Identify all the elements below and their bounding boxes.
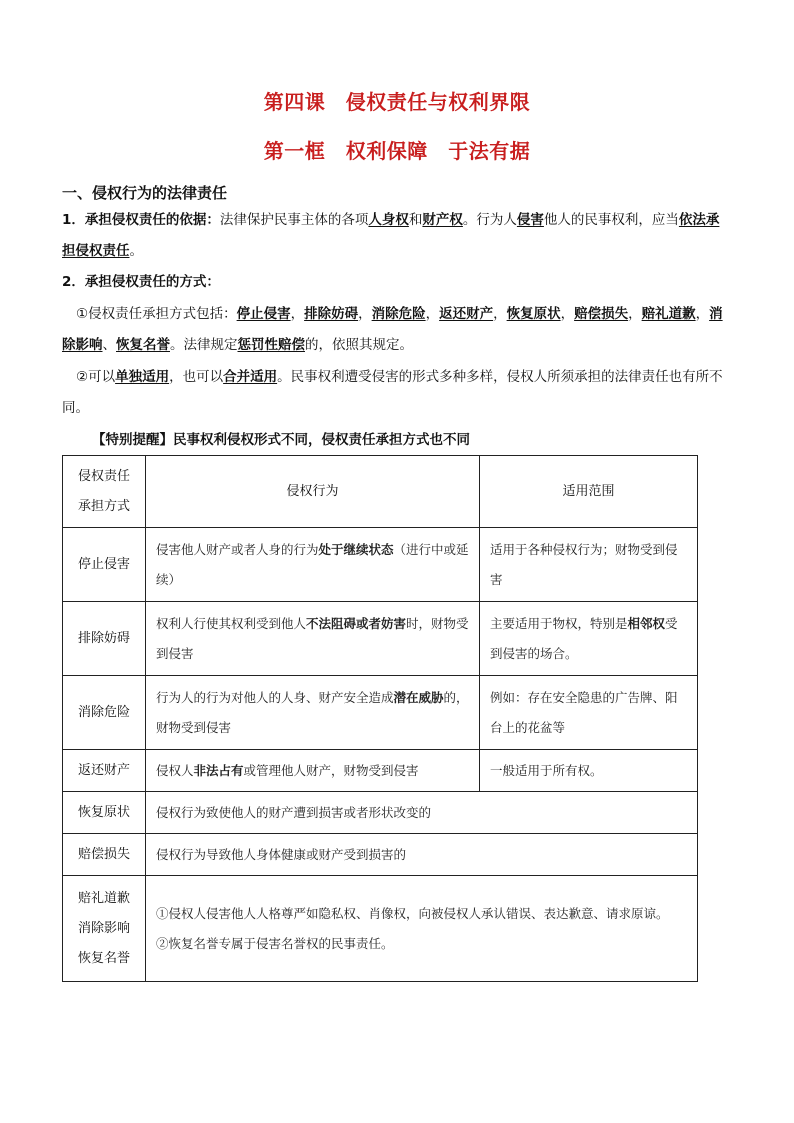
mode-cell: 停止侵害: [63, 528, 146, 602]
mode-line: 消除影响: [77, 920, 130, 936]
frame-title: 第一框 权利保障 于法有据: [263, 139, 531, 163]
paragraph-application: [62, 362, 727, 424]
key-term: 惩罚性赔偿: [237, 337, 305, 353]
act-text: 权利人行使其权利受到他人: [156, 615, 307, 631]
special-reminder: 【特别提醒】民事权利侵权形式不同，侵权责任承担方式也不同: [92, 432, 470, 448]
key-term: 消除危险: [371, 306, 426, 322]
key-term: 合并适用: [223, 369, 278, 385]
key-term: 恢复原状: [506, 306, 561, 322]
paragraph-methods: [62, 299, 727, 361]
text: ，: [695, 306, 710, 322]
key-term: 单独适用: [115, 369, 170, 385]
act-cell: 侵权行为致使他人的财产遭到损害或者形状改变的: [146, 792, 698, 834]
scope-cell: 例如：存在安全隐患的广告牌、阳台上的花盆等: [480, 676, 698, 750]
table-row: [63, 676, 698, 750]
key-term: 停止侵害: [236, 306, 291, 322]
text: 。民事权利遭受侵害的形式多种多样，侵权人所须承担的法律责任也有所不同。: [62, 369, 723, 416]
table-header-row: [63, 456, 698, 528]
table-row: [63, 750, 698, 792]
header-mode-line: 侵权责任: [77, 468, 130, 484]
act-emphasis: 不法阻碍或者妨害: [306, 615, 407, 631]
scope-cell: 适用于各种侵权行为；财物受到侵害: [480, 528, 698, 602]
act-emphasis: 处于继续状态: [318, 541, 394, 557]
act-cell: [146, 676, 480, 750]
mode-cell: 返还财产: [63, 750, 146, 792]
mode-cell: 恢复原状: [63, 792, 146, 834]
text: ，: [290, 306, 305, 322]
act-text: 时，财物受到侵害: [156, 615, 469, 661]
paragraph-methods-label: 2．承担侵权责任的方式：: [62, 274, 220, 290]
key-term: 返还财产: [439, 306, 494, 322]
text: ②可以: [76, 369, 116, 385]
act-line: ②恢复名誉专属于侵害名誉权的民事责任。: [156, 935, 394, 951]
text: ，: [358, 306, 372, 322]
mode-line: 恢复名誉: [77, 950, 130, 966]
act-text: 或管理他人财产，财物受到侵害: [243, 762, 419, 778]
key-term: 消除影响: [62, 306, 723, 353]
key-term: 排除妨碍: [304, 306, 359, 322]
text: 。行为人: [462, 212, 517, 228]
tort-liability-table: [62, 455, 698, 982]
table-row: [63, 792, 698, 834]
scope-text: 受到侵害的场合。: [490, 615, 678, 661]
header-act: 侵权行为: [146, 456, 480, 528]
key-term: 依法承担侵权责任: [62, 212, 720, 259]
key-term: 恢复名誉: [116, 337, 170, 353]
text: ，也可以: [169, 369, 224, 385]
act-emphasis: 非法占有: [193, 762, 244, 778]
scope-emphasis: 相邻权: [627, 615, 666, 631]
section-heading: 一、侵权行为的法律责任: [62, 184, 228, 202]
text: ，: [628, 306, 642, 322]
key-term: 赔偿损失: [574, 306, 629, 322]
act-text: 的，财物受到侵害: [156, 689, 469, 735]
act-line: ①侵权人侵害他人人格尊严如隐私权、肖像权，向被侵权人承认错误、表达歉意、请求原谅。: [156, 905, 669, 921]
act-text: （进行中或延续）: [156, 541, 469, 587]
paragraph-basis: [62, 205, 727, 267]
text: 他人的民事权利，应当: [543, 212, 679, 228]
scope-cell: 一般适用于所有权。: [480, 750, 698, 792]
table-row: [63, 528, 698, 602]
lesson-title: 第四课 侵权责任与权利界限: [263, 90, 531, 114]
act-cell: [146, 876, 698, 982]
text: ，: [560, 306, 575, 322]
key-term: 人身权: [368, 212, 409, 228]
mode-cell: [63, 876, 146, 982]
text: ①侵权责任承担方式包括：: [76, 306, 237, 322]
mode-line: 赔礼道歉: [77, 890, 130, 906]
act-text: 侵权人: [156, 762, 194, 778]
text: 。法律规定: [170, 337, 238, 353]
mode-cell: 排除妨碍: [63, 602, 146, 676]
text: 。: [129, 243, 143, 259]
table-row: [63, 834, 698, 876]
scope-text: 主要适用于物权，特别是: [490, 615, 628, 631]
key-term: 侵害: [516, 212, 544, 228]
text: 和: [408, 212, 423, 228]
basis-label: 1．承担侵权责任的依据：: [62, 212, 220, 228]
act-text: 侵害他人财产或者人身的行为: [156, 541, 319, 557]
mode-cell: 消除危险: [63, 676, 146, 750]
key-term: 财产权: [422, 212, 463, 228]
header-mode: [63, 456, 146, 528]
table-row: [63, 602, 698, 676]
text: ，: [425, 306, 440, 322]
table-row: [63, 876, 698, 982]
act-cell: 侵权行为导致他人身体健康或财产受到损害的: [146, 834, 698, 876]
act-cell: [146, 528, 480, 602]
text: ，: [493, 306, 507, 322]
mode-cell: 赔偿损失: [63, 834, 146, 876]
text: 的，依照其规定。: [305, 337, 413, 353]
header-mode-line: 承担方式: [77, 498, 130, 514]
text: 法律保护民事主体的各项: [219, 212, 369, 228]
header-scope: 适用范围: [480, 456, 698, 528]
act-cell: [146, 750, 480, 792]
scope-cell: [480, 602, 698, 676]
act-cell: [146, 602, 480, 676]
key-term: 赔礼道歉: [641, 306, 696, 322]
act-emphasis: 潜在威胁: [393, 689, 444, 705]
act-text: 行为人的行为对他人的人身、财产安全造成: [156, 689, 394, 705]
text: 、: [102, 337, 116, 353]
